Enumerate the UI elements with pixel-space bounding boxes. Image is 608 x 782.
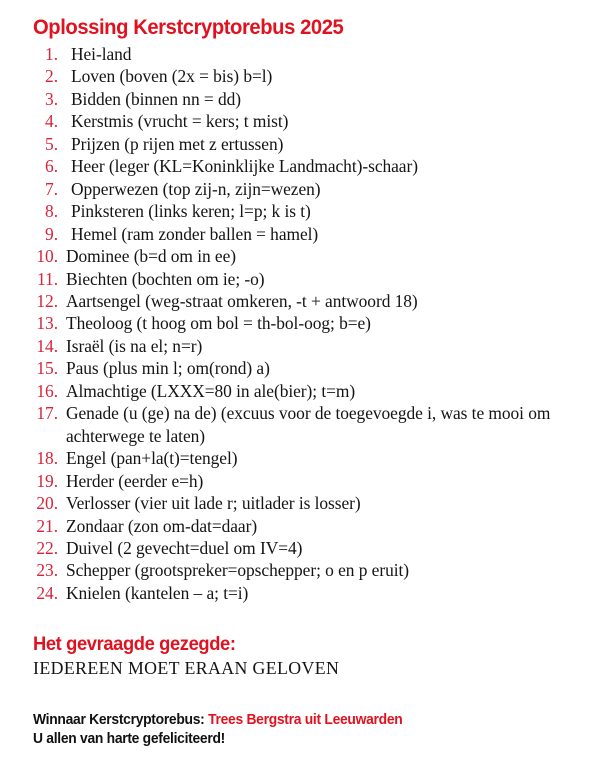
answer-text: Heer (leger (KL=Koninklijke Landmacht)-schaar)	[71, 156, 418, 177]
answer-number: 19.	[36, 470, 58, 491]
winner-name: Trees Bergstra uit Leeuwarden	[208, 712, 403, 729]
congratulations-line: U allen van harte gefeliciteerd!	[33, 731, 225, 748]
answer-text: Bidden (binnen nn = dd)	[71, 88, 241, 109]
page-title: Oplossing Kerstcryptorebus 2025	[33, 15, 344, 39]
answer-item	[31, 380, 600, 402]
saying-answer: IEDEREEN MOET ERAAN GELOVEN	[33, 658, 340, 679]
answer-item	[31, 470, 600, 492]
answer-item	[31, 290, 600, 312]
answer-text: Schepper (grootspreker=opschepper; o en p eruit)	[66, 560, 410, 581]
answer-item	[31, 335, 600, 357]
answer-text: Kerstmis (vrucht = kers; t mist)	[71, 111, 289, 132]
answer-item	[31, 200, 600, 222]
answer-text: Theoloog (t hoog om bol = th-bol-oog; b=e)	[66, 313, 371, 334]
answer-text: Verlosser (vier uit lade r; uitlader is losser)	[66, 493, 361, 514]
answer-number: 1.	[45, 44, 58, 64]
answer-item	[31, 155, 600, 177]
answer-number: 9.	[45, 223, 58, 244]
answer-number: 6.	[45, 156, 58, 177]
answer-number: 15.	[36, 358, 58, 379]
answer-item	[31, 245, 600, 267]
answer-number: 24.	[36, 582, 58, 603]
answer-item	[31, 492, 600, 514]
answer-text: Duivel (2 gevecht=duel om IV=4)	[66, 537, 303, 558]
answer-number: 4.	[45, 111, 58, 132]
answer-number: 3.	[45, 88, 58, 109]
answer-number: 5.	[45, 133, 58, 154]
answer-item	[31, 133, 600, 155]
saying-heading: Het gevraagde gezegde:	[33, 633, 236, 656]
answer-text: Pinksteren (links keren; l=p; k is t)	[71, 201, 311, 222]
answer-item	[31, 223, 600, 245]
answer-item	[31, 357, 600, 379]
answer-number: 17.	[36, 403, 58, 424]
answer-item	[31, 312, 600, 334]
answer-item	[31, 88, 600, 110]
answer-number: 10.	[36, 246, 58, 267]
answer-text: Opperwezen (top zij-n, zijn=wezen)	[71, 178, 321, 199]
answer-number: 14.	[36, 335, 58, 356]
answer-text: Knielen (kantelen – a; t=i)	[66, 582, 249, 603]
answer-number: 23.	[36, 560, 58, 581]
answer-item	[31, 582, 600, 604]
answer-text: Engel (pan+la(t)=tengel)	[66, 448, 238, 469]
answer-item	[31, 447, 600, 469]
answer-text: Zondaar (zon om-dat=daar)	[66, 515, 258, 536]
answer-item	[31, 268, 600, 290]
answer-item	[31, 178, 600, 200]
winner-label: Winnaar Kerstcryptorebus:	[33, 712, 205, 729]
answer-number: 2.	[45, 66, 58, 87]
answer-text: Almachtige (LXXX=80 in ale(bier); t=m)	[66, 380, 356, 401]
answer-number: 16.	[36, 380, 58, 401]
answer-number: 12.	[36, 290, 58, 311]
answer-text: Herder (eerder e=h)	[66, 470, 204, 491]
answer-number: 21.	[36, 515, 58, 536]
answer-item	[31, 65, 600, 87]
answer-text: Hemel (ram zonder ballen = hamel)	[71, 223, 319, 244]
answer-text: Dominee (b=d om in ee)	[66, 246, 237, 267]
answer-number: 22.	[36, 537, 58, 558]
answer-item	[31, 43, 600, 65]
answer-item	[31, 402, 600, 447]
answer-item	[31, 559, 600, 581]
answer-text: Prijzen (p rijen met z ertussen)	[71, 133, 284, 154]
answer-text: Hei-land	[71, 44, 132, 64]
footer-block	[33, 711, 600, 749]
answer-number: 18.	[36, 448, 58, 469]
answer-item	[31, 110, 600, 132]
answer-number: 11.	[37, 268, 58, 289]
answer-list	[31, 43, 600, 604]
answer-number: 8.	[45, 201, 58, 222]
answer-text: Genade (u (ge) na de) (excuus voor de toegevoegde i, was te mooi om achterwege te laten)	[66, 403, 551, 446]
answer-item	[31, 537, 600, 559]
answer-text: Aartsengel (weg-straat omkeren, -t + antwoord 18)	[66, 290, 418, 311]
answer-number: 7.	[45, 178, 58, 199]
answer-text: Loven (boven (2x = bis) b=l)	[71, 66, 273, 87]
winner-line	[33, 711, 572, 730]
answer-item	[31, 515, 600, 537]
answer-number: 13.	[36, 313, 58, 334]
answer-number: 20.	[36, 493, 58, 514]
answer-text: Biechten (bochten om ie; -o)	[66, 268, 265, 289]
answer-text: Paus (plus min l; om(rond) a)	[66, 358, 270, 379]
answer-text: Israël (is na el; n=r)	[66, 335, 203, 356]
